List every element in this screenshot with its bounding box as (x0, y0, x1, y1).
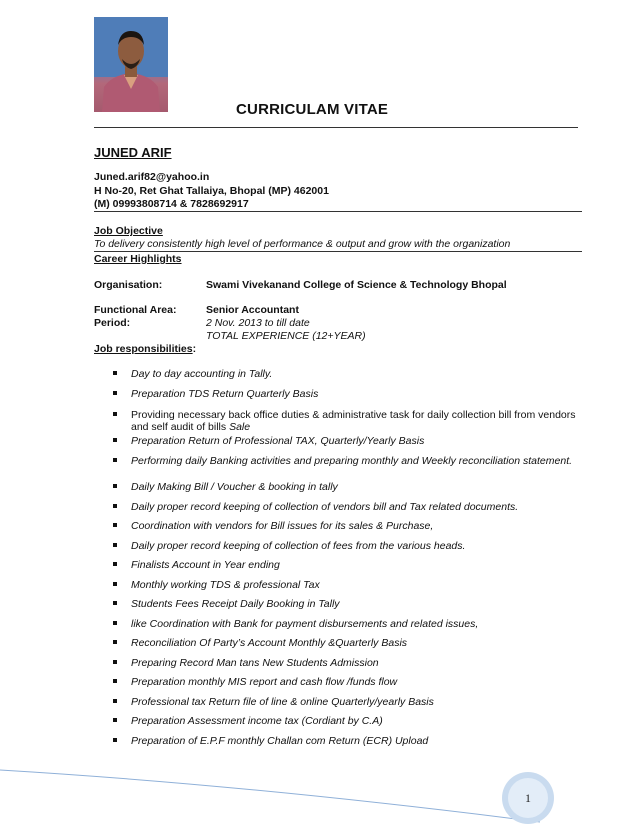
bullet-icon (113, 504, 117, 508)
email: Juned.arif82@yahoo.in (94, 171, 210, 183)
bullet-icon (113, 718, 117, 722)
list-item-suffix: Sale (229, 421, 251, 433)
list-item-text: Coordination with vendors for Bill issues for its sales & Purchase, (131, 520, 434, 532)
organisation-label: Organisation: (94, 279, 163, 291)
responsibilities-heading-wrap (94, 343, 196, 355)
divider (94, 127, 578, 128)
bullet-icon (113, 391, 117, 395)
list-item-text: Finalists Account in Year ending (131, 559, 280, 571)
bullet-icon (113, 523, 117, 527)
list-item-text: Daily proper record keeping of collection of vendors bill and Tax related documents. (131, 501, 519, 513)
list-item-text: Professional tax Return file of line & online Quarterly/yearly Basis (131, 696, 434, 708)
bullet-icon (113, 699, 117, 703)
period-label: Period: (94, 317, 131, 329)
list-item-text: Performing daily Banking activities and preparing monthly and Weekly reconciliation statement. (131, 455, 573, 467)
bullet-icon (113, 562, 117, 566)
bullet-icon (113, 660, 117, 664)
list-item-text: Preparation monthly MIS report and cash flow /funds flow (131, 676, 398, 688)
responsibilities-heading: Job responsibilities (94, 343, 193, 355)
list-item-text-wrap (131, 409, 581, 433)
list-item-text: Preparation Assessment income tax (Cordiant by C.A) (131, 715, 383, 727)
functional-area-value: Senior Accountant (206, 304, 299, 316)
divider (94, 251, 582, 252)
list-item-text: Students Fees Receipt Daily Booking in Tally (131, 598, 340, 610)
list-item-text: Preparation Return of Professional TAX, Quarterly/Yearly Basis (131, 435, 425, 447)
bullet-icon (113, 679, 117, 683)
bullet-icon (113, 458, 117, 462)
phone: (M) 09993808714 & 7828692917 (94, 198, 249, 210)
list-item-text: Monthly working TDS & professional Tax (131, 579, 320, 591)
organisation-value: Swami Vivekanand College of Science & Technology Bhopal (206, 279, 507, 291)
document-title: CURRICULAM VITAE (236, 101, 389, 118)
period-value: 2 Nov. 2013 to till date (206, 317, 310, 329)
list-item-text: like Coordination with Bank for payment disbursements and related issues, (131, 618, 479, 630)
bullet-icon (113, 640, 117, 644)
bullet-icon (113, 484, 117, 488)
list-item-text: Reconciliation Of Party’s Account Monthly &Quarterly Basis (131, 637, 408, 649)
list-item-text: Preparation of E.P.F monthly Challan com Return (ECR) Upload (131, 735, 429, 747)
address: H No-20, Ret Ghat Tallaiya, Bhopal (MP) 462001 (94, 185, 329, 197)
objective-heading: Job Objective (94, 225, 163, 237)
list-item-text: Preparing Record Man tans New Students Admission (131, 657, 379, 669)
bullet-icon (113, 543, 117, 547)
bullet-icon (113, 621, 117, 625)
bullet-icon (113, 412, 117, 416)
functional-area-label: Functional Area: (94, 304, 177, 316)
page-number: 1 (525, 791, 531, 805)
bullet-icon (113, 371, 117, 375)
list-item-text: Day to day accounting in Tally. (131, 368, 273, 380)
profile-photo (94, 17, 168, 112)
candidate-name: JUNED ARIF (94, 145, 172, 160)
objective-text: To delivery consistently high level of performance & output and grow with the organization (94, 238, 511, 250)
bullet-icon (113, 601, 117, 605)
bullet-icon (113, 582, 117, 586)
list-item-text: Daily proper record keeping of collection of fees from the various heads. (131, 540, 466, 552)
list-item-text: Preparation TDS Return Quarterly Basis (131, 388, 319, 400)
list-item-text: Daily Making Bill / Voucher & booking in tally (131, 481, 338, 493)
list-item-text: Providing necessary back office duties & administrative task for daily collection bill from vendors and self audit of bills (131, 409, 576, 433)
total-experience: TOTAL EXPERIENCE (12+YEAR) (206, 330, 366, 342)
divider (94, 211, 582, 212)
responsibilities-colon: : (192, 343, 197, 355)
career-heading: Career Highlights (94, 253, 182, 265)
bullet-icon (113, 438, 117, 442)
